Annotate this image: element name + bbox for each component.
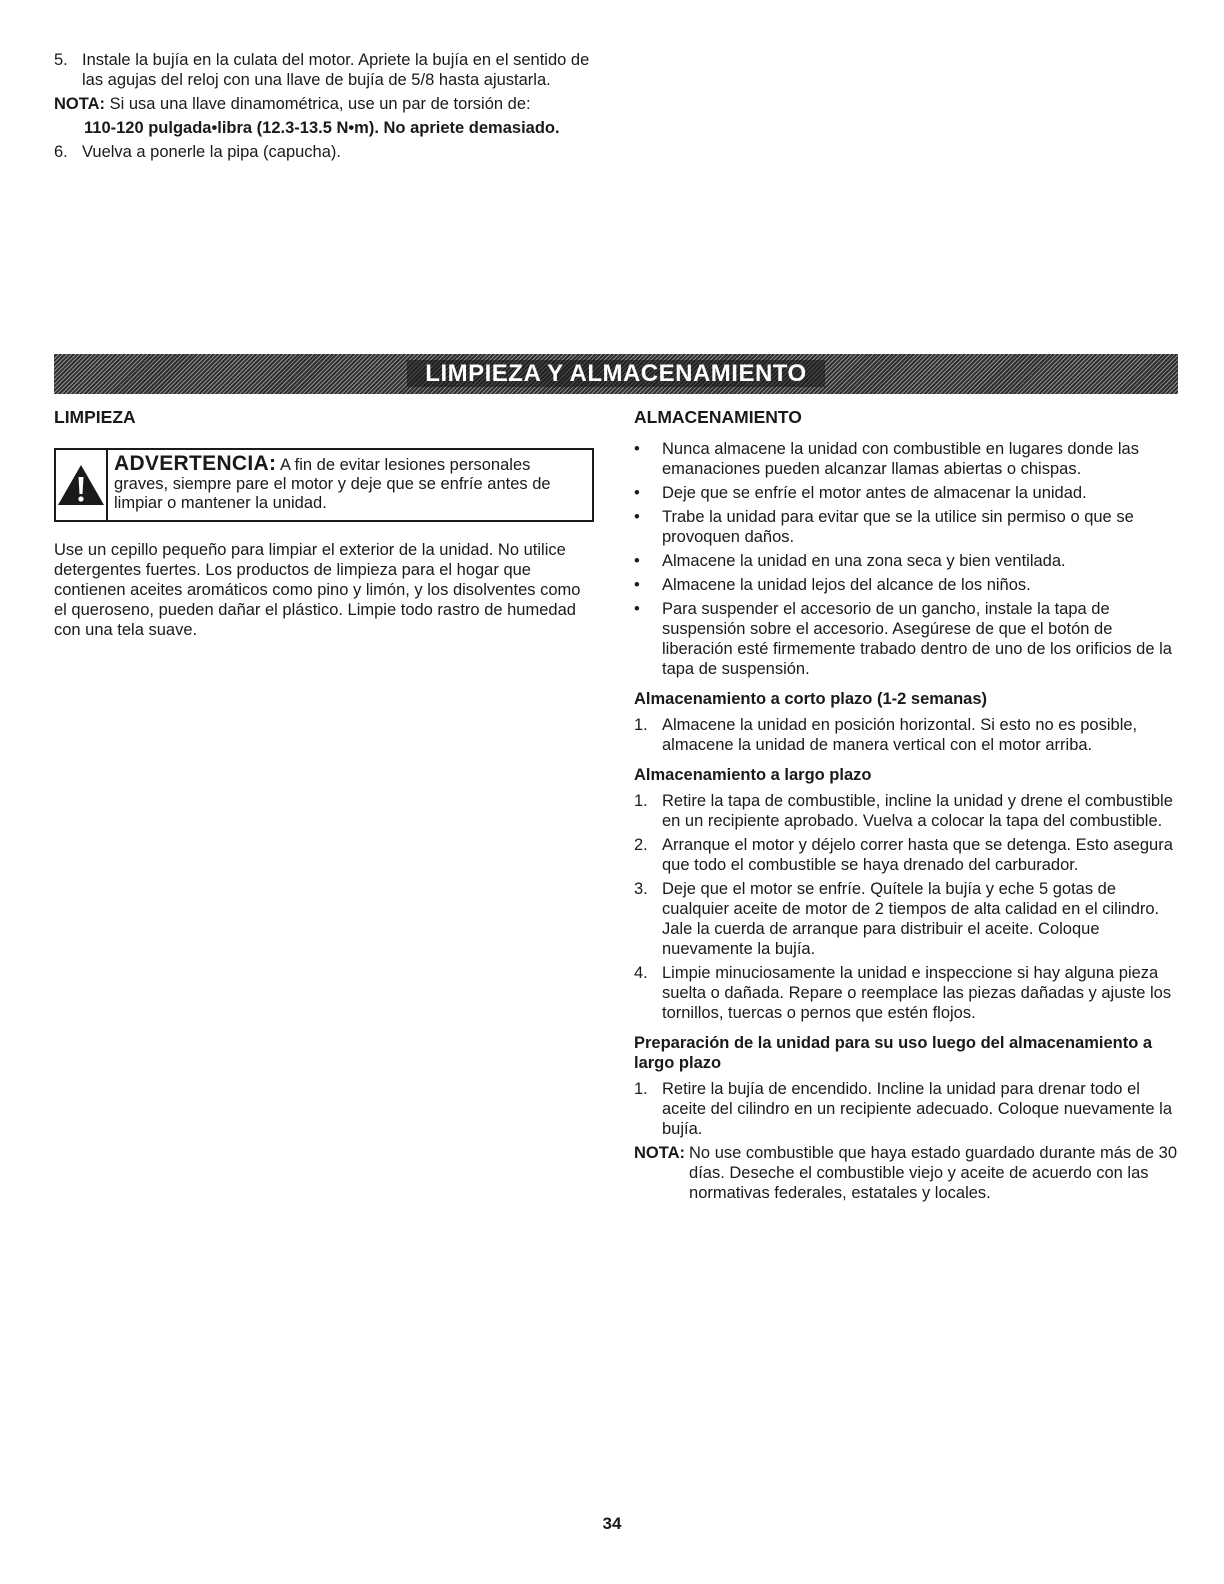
- section-banner: [54, 354, 1178, 394]
- warning-box: [54, 448, 594, 522]
- top-steps: [54, 50, 594, 166]
- storage-note: [634, 1143, 1180, 1203]
- note-label: NOTA:: [54, 95, 106, 113]
- list-item: • Para suspender el accesorio de un gancho, instale la tapa de suspensión sobre el accesorio. Asegúrese de que el botón de liberación esté firmemente trabado dentro de uno de los orificios de la tapa de suspensión.: [634, 600, 1172, 678]
- section-title-text: LIMPIEZA Y ALMACENAMIENTO: [407, 360, 824, 387]
- note-label: NOTA:: [634, 1144, 686, 1162]
- page-number: 34: [602, 1514, 622, 1533]
- prep-heading: Preparación de la unidad para su uso luego del almacenamiento a largo plazo: [634, 1034, 1153, 1072]
- warning-text: A fin de evitar lesiones personales graves, siempre pare el motor y deje que se enfríe antes de limpiar o mantener la unidad.: [114, 456, 551, 512]
- short-term-heading: Almacenamiento a corto plazo (1-2 semanas): [634, 690, 988, 708]
- list-item: • Almacene la unidad lejos del alcance de los niños.: [634, 576, 1031, 594]
- note-text: Si usa una llave dinamométrica, use un par de torsión de:: [109, 95, 531, 113]
- cleaning-paragraph: Use un cepillo pequeño para limpiar el exterior de la unidad. No utilice detergentes fuertes. Los productos de limpieza para el hogar que contienen aceites aromáticos como pino y limón, y los disolventes como el queroseno, pueden dañar el plástico. Limpie todo rastro de humedad con una tela suave.: [54, 541, 581, 639]
- storage-bullets: [634, 439, 1180, 679]
- list-item: • Trabe la unidad para evitar que se la utilice sin permiso o que se provoquen daños.: [634, 508, 1134, 546]
- list-item: 2. Arranque el motor y déjelo correr hasta que se detenga. Esto asegura que todo el combustible se haya drenado del carburador.: [634, 836, 1173, 874]
- list-item: 1. Retire la bujía de encendido. Incline la unidad para drenar todo el aceite del cilindro en un recipiente adecuado. Coloque nuevamente la bujía.: [634, 1080, 1173, 1138]
- list-item: 3. Deje que el motor se enfríe. Quítele la bujía y eche 5 gotas de cualquier aceite de motor de 2 tiempos de alta calidad en el cilindro. Jale la cuerda de arranque para distribuir el aceite. Coloque nuevamente la bujía.: [634, 880, 1160, 958]
- long-term-heading: Almacenamiento a largo plazo: [634, 766, 872, 784]
- section-title: [54, 354, 1178, 394]
- cleaning-heading: LIMPIEZA: [54, 407, 136, 427]
- step-text: Vuelva a ponerle la pipa (capucha).: [82, 143, 341, 161]
- note-text: No use combustible que haya estado guardado durante más de 30 días. Deseche el combustible viejo y aceite de acuerdo con las normativas federales, estatales y locales.: [689, 1144, 1178, 1202]
- list-item: 1. Almacene la unidad en posición horizontal. Si esto no es posible, almacene la unidad de manera vertical con el motor arriba.: [634, 716, 1138, 754]
- list-item: • Nunca almacene la unidad con combustible en lugares donde las emanaciones pueden alcanzar llamas abiertas o chispas.: [634, 440, 1139, 478]
- list-item: 4. Limpie minuciosamente la unidad e inspeccione si hay alguna pieza suelta o dañada. Repare o reemplace las piezas dañadas y ajuste los tornillos, tuercas o pernos que estén flojos.: [634, 964, 1172, 1022]
- list-item: • Deje que se enfríe el motor antes de almacenar la unidad.: [634, 484, 1087, 502]
- list-item: 1. Retire la tapa de combustible, incline la unidad y drene el combustible en un recipiente aprobado. Vuelva a colocar la tapa del combustible.: [634, 792, 1173, 830]
- storage-column: [634, 407, 1180, 1203]
- storage-heading: ALMACENAMIENTO: [634, 407, 802, 427]
- warning-text-block: [108, 450, 592, 520]
- torque-spec: 110-120 pulgada•libra (12.3-13.5 N•m). No apriete demasiado.: [84, 119, 560, 137]
- warning-icon: [56, 450, 108, 520]
- step-number: 6.: [54, 143, 68, 161]
- torque-note: [54, 94, 594, 114]
- list-item: • Almacene la unidad en una zona seca y bien ventilada.: [634, 552, 1066, 570]
- step-6: [54, 142, 594, 162]
- step-text: Instale la bujía en la culata del motor. Apriete la bujía en el sentido de las agujas del reloj con una llave de bujía de 5/8 hasta ajustarla.: [82, 51, 590, 89]
- warning-label: ADVERTENCIA:: [114, 452, 277, 475]
- step-number: 5.: [54, 51, 68, 69]
- step-5: [54, 50, 594, 90]
